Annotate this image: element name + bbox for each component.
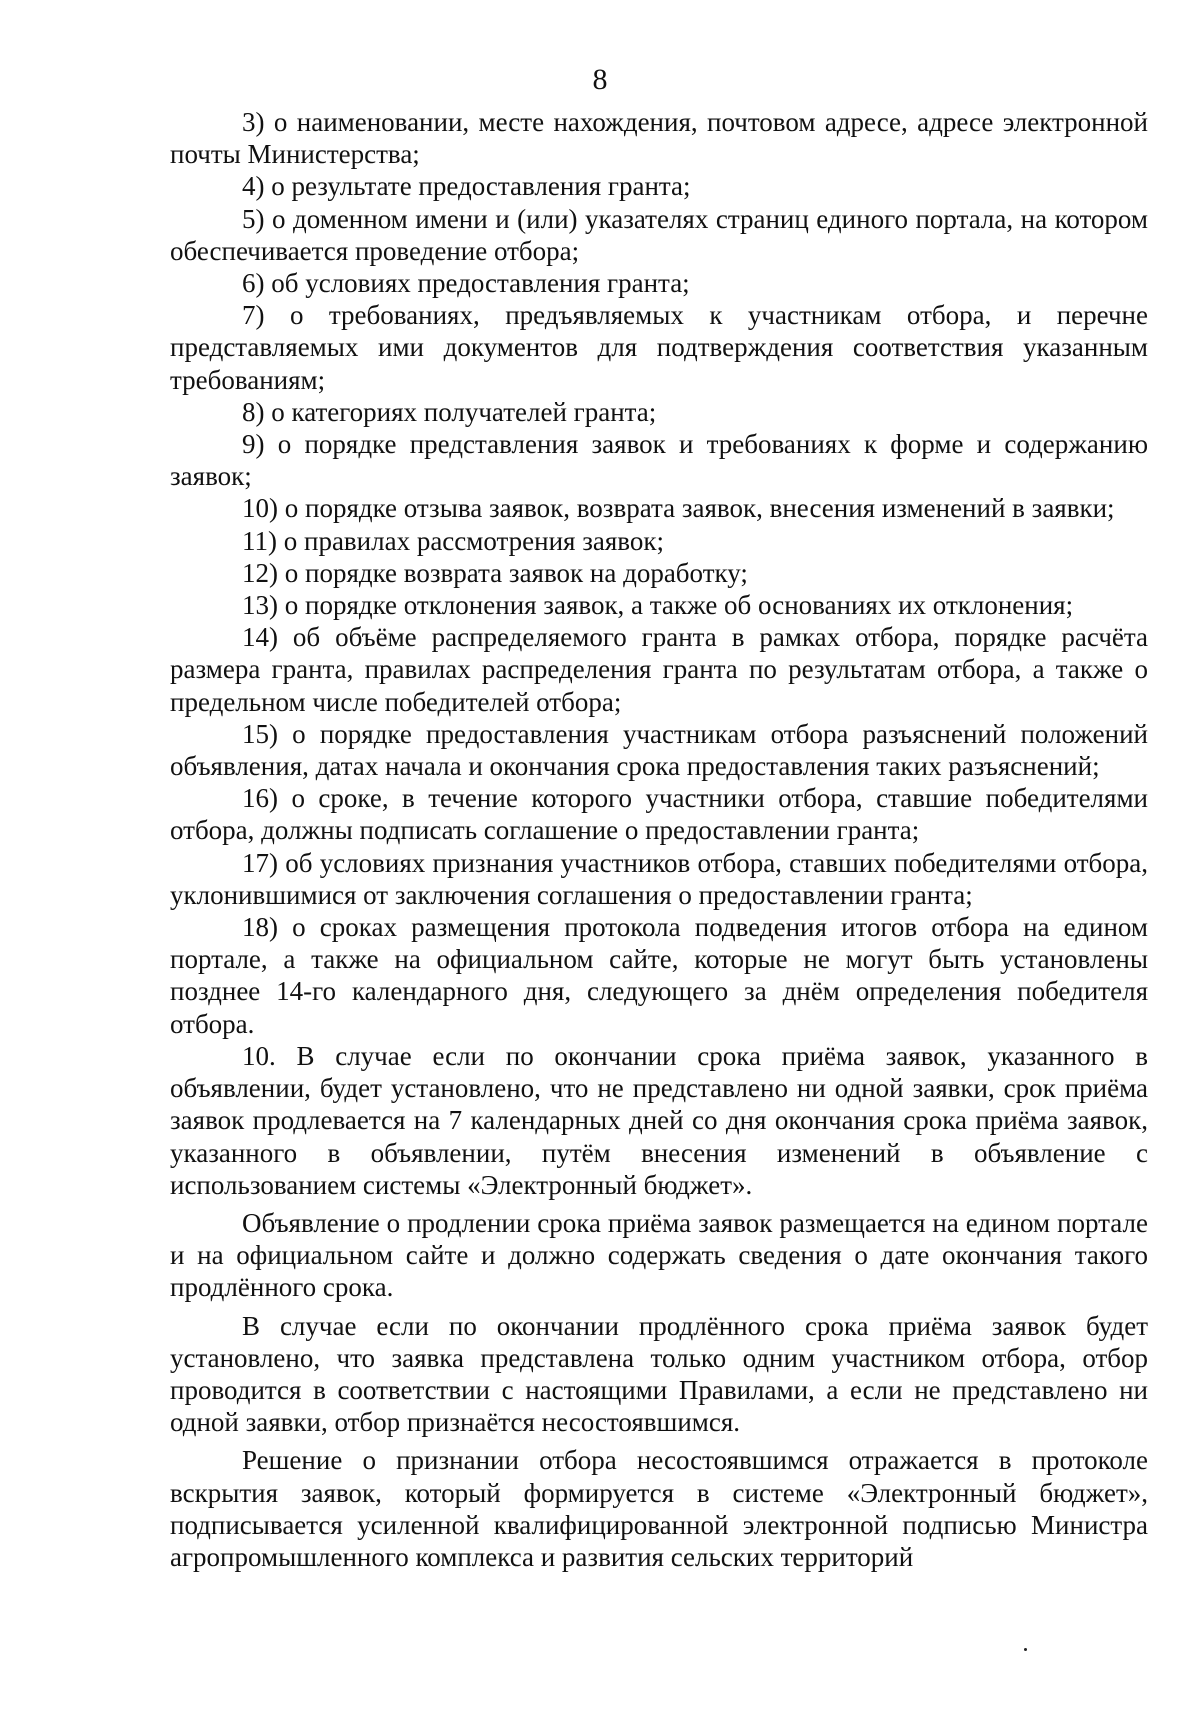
list-item-9: 9) о порядке представления заявок и требованиях к форме и содержанию заявок; <box>170 429 1148 492</box>
list-item-7: 7) о требованиях, предъявляемых к участникам отбора, и перечне представляемых ими документов для подтверждения соответствия указанным требованиям; <box>170 300 1148 395</box>
list-item-10: 10) о порядке отзыва заявок, возврата заявок, внесения изменений в заявки; <box>242 493 1115 524</box>
section-10-paragraph: 10. В случае если по окончании срока приёма заявок, указанного в объявлении, будет установлено, что не представлено ни одной заявки, срок приёма заявок продлевается на 7 календарных дней со дня окончания срока приёма заявок, указанного в объявлении, путём внесения изменений в объявление с использованием системы «Электронный бюджет». <box>170 1040 1148 1200</box>
list-item-15: 15) о порядке предоставления участникам отбора разъяснений положений объявления, датах начала и окончания срока предоставления таких разъяснений; <box>170 718 1148 782</box>
list-item-3: 3) о наименовании, месте нахождения, почтовом адресе, адресе электронной почты Министерства; <box>170 107 1148 170</box>
list-item-14: 14) об объёме распределяемого гранта в рамках отбора, порядке расчёта размера гранта, правилах распределения гранта по результатам отбора, а также о предельном числе победителей отбора; <box>170 622 1148 717</box>
list-item-4: 4) о результате предоставления гранта; <box>242 171 691 202</box>
list-item-13: 13) о порядке отклонения заявок, а также об основаниях их отклонения; <box>242 590 1074 621</box>
list-item-12: 12) о порядке возврата заявок на доработку; <box>242 557 748 588</box>
scan-dot <box>1024 1648 1027 1651</box>
list-item-18: 18) о сроках размещения протокола подведения итогов отбора на едином портале, а также на официальном сайте, которые не могут быть установлены позднее 14-го календарного дня, следующего за днём определения победителя отбора. <box>170 912 1148 1039</box>
failed-selection-decision-paragraph: Решение о признании отбора несостоявшимся отражается в протоколе вскрытия заявок, который формируется в системе «Электронный бюджет», подписывается усиленной квалифицированной электронной подписью Министра агропромышленного комплекса и развития сельских территорий <box>170 1445 1148 1572</box>
single-participant-paragraph: В случае если по окончании продлённого срока приёма заявок будет установлено, что заявка представлена только одним участником отбора, отбор проводится в соответствии с настоящими Правилами, а если не представлено ни одной заявки, отбор признаётся несостоявшимся. <box>170 1310 1148 1438</box>
page-number: 8 <box>592 63 608 96</box>
document-body <box>170 106 1148 1573</box>
list-item-17: 17) об условиях признания участников отбора, ставших победителями отбора, уклонившимися от заключения соглашения о предоставлении гранта; <box>170 847 1148 910</box>
list-item-5: 5) о доменном имени и (или) указателях страниц единого портала, на котором обеспечивается проведение отбора; <box>170 203 1148 266</box>
extension-announcement-paragraph: Объявление о продлении срока приёма заявок размещается на едином портале и на официальном сайте и должно содержать сведения о дате окончания такого продлённого срока. <box>170 1207 1148 1303</box>
list-item-11: 11) о правилах рассмотрения заявок; <box>242 525 664 556</box>
list-item-6: 6) об условиях предоставления гранта; <box>242 268 690 299</box>
list-item-8: 8) о категориях получателей гранта; <box>242 396 657 427</box>
list-item-16: 16) о сроке, в течение которого участники отбора, ставшие победителями отбора, должны подписать соглашение о предоставлении гранта; <box>170 783 1148 846</box>
